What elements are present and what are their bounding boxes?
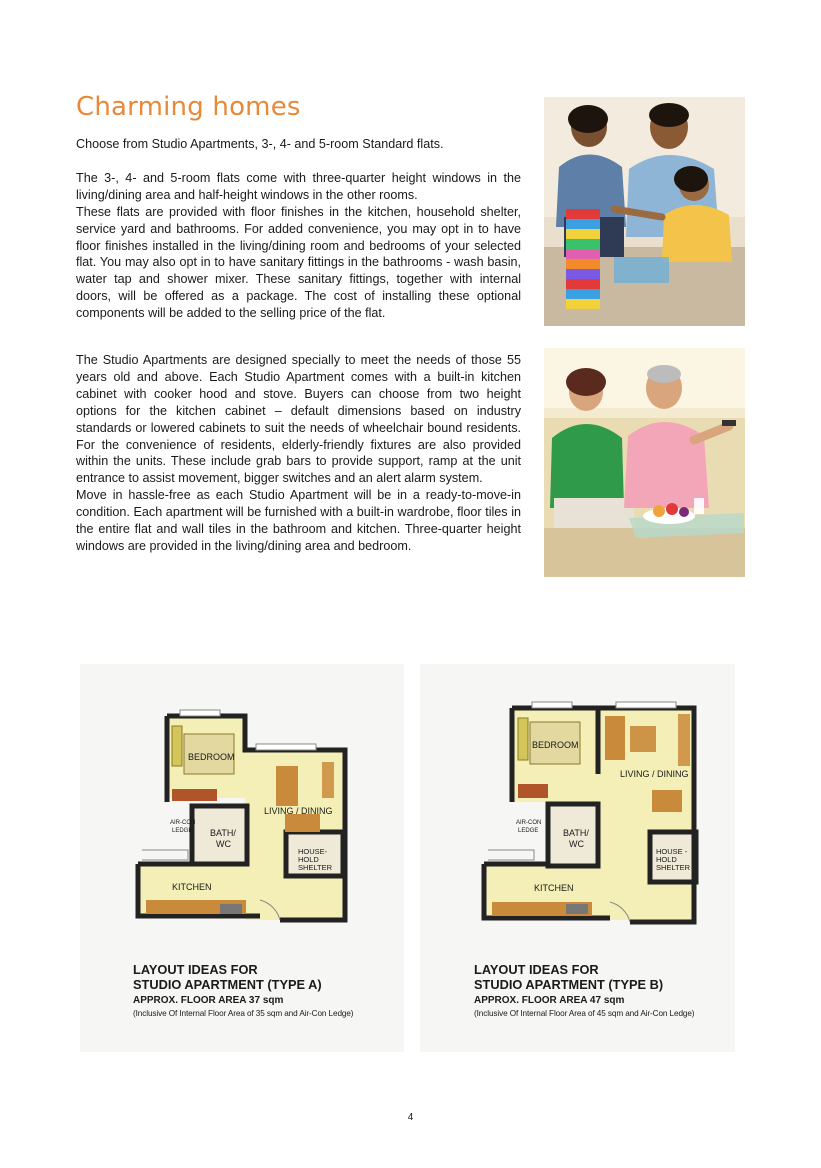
room-label-bedroom: BEDROOM [188,752,235,762]
plan-a-title-line-2: STUDIO APARTMENT (TYPE A) [133,977,322,992]
room-label-shelter-2: HOLD [656,855,677,864]
plan-b-title-line-2: STUDIO APARTMENT (TYPE B) [474,977,664,992]
studio-paragraph-2: Move in hassle-free as each Studio Apartment will be in a ready-to-move-in condition. Each apartment will be furnished with a built-in wardrobe, floor tiles in the entire flat and wall tiles in the bathroom and kitchen. Three-quarter height windows are provided in the living/dining area and bedroom. [76,488,521,553]
room-label-aircon-2: LEDGE [518,828,539,834]
room-label-aircon-2: LEDGE [172,828,193,834]
room-label-bedroom: BEDROOM [532,740,579,750]
floor-plan-b-drawing [420,664,735,964]
intro-section [76,136,521,322]
room-label-kitchen: KITCHEN [534,883,574,893]
room-label-shelter-3: SHELTER [656,863,691,872]
room-label-aircon-1: AIR-CON [170,820,196,826]
plan-b-title-line-1: LAYOUT IDEAS FOR [474,962,599,977]
room-label-shelter-3: SHELTER [298,863,333,872]
intro-paragraph-1: Choose from Studio Apartments, 3-, 4- and 5-room Standard flats. [76,137,444,151]
plan-b-floor-area: APPROX. FLOOR AREA 47 sqm [474,995,625,1006]
plan-a-title-line-1: LAYOUT IDEAS FOR [133,962,258,977]
room-label-living: LIVING / DINING [264,806,333,816]
room-label-shelter-1: HOUSE- [298,847,328,856]
floor-plan-type-a [80,664,404,1052]
family-photo [544,97,745,326]
plan-a-area-note: (Inclusive Of Internal Floor Area of 35 sqm and Air-Con Ledge) [133,1009,354,1018]
room-label-bath-1: BATH/ [210,828,236,838]
floor-plan-type-b [420,664,735,1052]
floor-plan-a-drawing [80,664,404,964]
page-number: 4 [407,1112,414,1123]
plan-b-area-note: (Inclusive Of Internal Floor Area of 45 sqm and Air-Con Ledge) [474,1009,695,1018]
intro-paragraph-2: The 3-, 4- and 5-room flats come with three-quarter height windows in the living/dining area and half-height windows in the other rooms. [76,170,521,202]
room-label-bath-2: WC [216,839,231,849]
plan-a-floor-area: APPROX. FLOOR AREA 37 sqm [133,995,284,1006]
studio-paragraph-1: The Studio Apartments are designed specially to meet the needs of those 55 years old and above. Each Studio Apartment comes with a built-in kitchen cabinet with cooker hood and stove. Buyers can choose from two height options for the kitchen cabinet – default dimensions based on industry standards or lowered cabinets to suit the needs of wheelchair bound residents. For the convenience of residents, elderly-friendly fixtures are also provided within the units. These include grab bars to provide support, ramp at the unit entrance to assist movement, bigger switches and an alert alarm system. [76,353,521,486]
room-label-aircon-1: AIR-CON [516,820,542,826]
page-title: Charming homes [76,92,301,122]
room-label-kitchen: KITCHEN [172,882,212,892]
room-label-shelter-2: HOLD [298,855,319,864]
room-label-shelter-1: HOUSE - [656,847,688,856]
intro-paragraph-3: These flats are provided with floor finishes in the kitchen, household shelter, service yard and bathrooms. For added convenience, you may opt in to have floor finishes installed in the living/dining room and bedrooms of your selected flat. You may also opt in to have sanitary fittings in the bathrooms - wash basin, water tap and shower mixer. These sanitary fittings, together with internal doors, will be offered as a package. The cost of installing these optional components will be added to the selling price of the flat. [76,204,521,321]
room-label-bath-1: BATH/ [563,828,589,838]
room-label-living: LIVING / DINING [620,769,689,779]
room-label-bath-2: WC [569,839,584,849]
couple-photo [544,348,745,577]
studio-section [76,352,521,555]
